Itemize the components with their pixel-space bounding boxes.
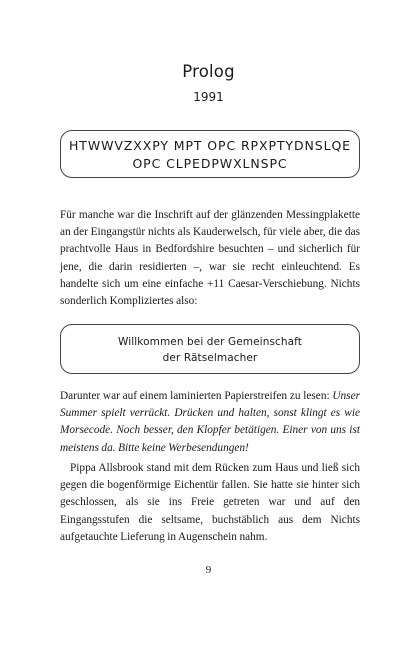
paragraph-paper-strip-lead: Darunter war auf einem laminierten Papierstreifen zu lesen: [60,390,333,402]
chapter-title: Prolog [182,62,235,81]
paragraph-paper-strip [60,388,360,457]
paragraph-inscription: Für manche war die Inschrift auf der glänzenden Messingplakette an der Eingangstür nichts als Kauderwelsch, für viele aber, die das prachtvolle Haus in Bedfordshire besuchten – und sicherlich für jene, die darin residierten –, war sie recht einleuchtend. Es handelte sich um eine einfache +11 Caesar-Verschiebung. Nichts sonderlich Kompliziertes also: [60,209,360,308]
page-number: 9 [205,564,212,576]
paragraph-paper-strip-italic: Unser Summer spielt verrückt. Drücken und halten, sonst klingt es wie Morsecode. Noch besser, den Klopfer betätigen. Einer von uns ist meistens da. Bitte keine Werbesendungen! [60,390,360,454]
plaque-line-2: der Rätselmacher [162,352,258,364]
plaque-line-1: Willkommen bei der Gemeinschaft [117,336,303,348]
chapter-year: 1991 [193,90,224,104]
cipher-plaque-box [60,130,360,178]
cipher-line-2: OPC CLPEDPWXLNSPC [132,156,288,171]
decoded-plaque-box [60,324,360,374]
cipher-line-1: HTWWVZXXPY MPT OPC RPXPTYDNSLQE [69,138,351,153]
paragraph-pippa: Pippa Allsbrook stand mit dem Rücken zum Haus und ließ sich gegen die bogenförmige Eichentür fallen. Sie hatte sie hinter sich geschlossen, als sie ins Freie getreten war und auf den Eingangsstufen die seltsame, buchstäblich aus dem Nichts aufgetauchte Lieferung in Augenschein nahm. [60,462,360,543]
